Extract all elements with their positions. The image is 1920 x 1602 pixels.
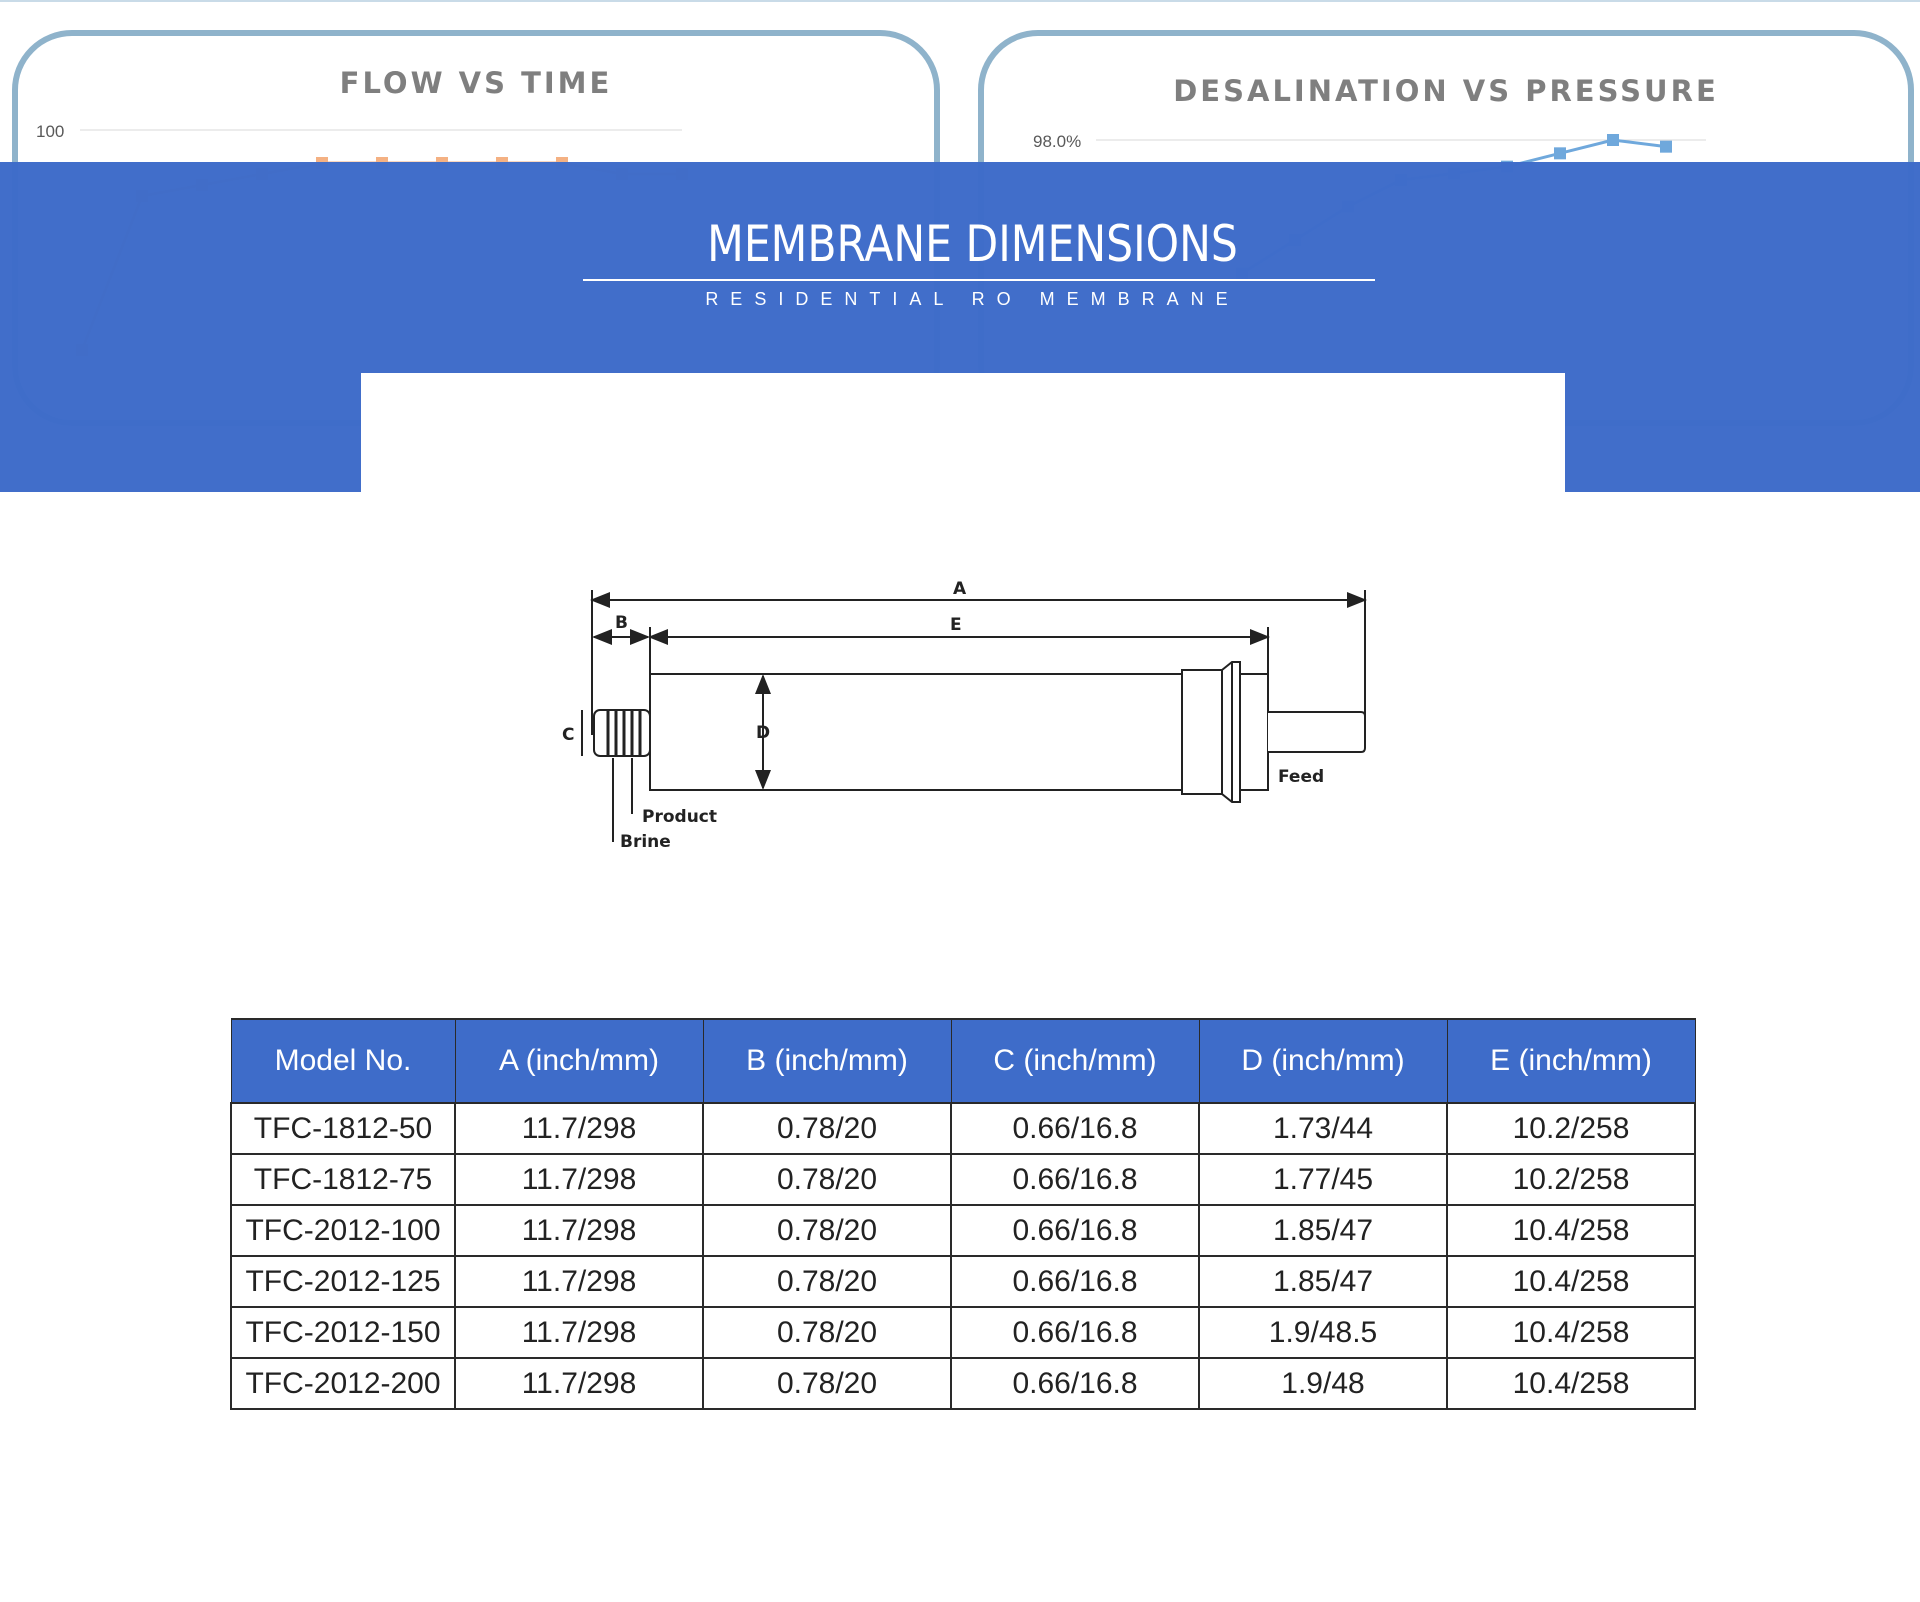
cell-e: 10.2/258 bbox=[1447, 1103, 1695, 1154]
flow-chart-y-top-label: 100 bbox=[36, 122, 65, 141]
header-d: D (inch/mm) bbox=[1199, 1019, 1447, 1103]
banner-underline bbox=[583, 279, 1375, 281]
cell-model: TFC-2012-125 bbox=[231, 1256, 455, 1307]
dimension-c-label: C bbox=[562, 725, 575, 745]
cell-b: 0.78/20 bbox=[703, 1154, 951, 1205]
cell-a: 11.7/298 bbox=[455, 1205, 703, 1256]
table-row bbox=[231, 1205, 1695, 1256]
cell-c: 0.66/16.8 bbox=[951, 1154, 1199, 1205]
cell-c: 0.66/16.8 bbox=[951, 1205, 1199, 1256]
cell-c: 0.66/16.8 bbox=[951, 1103, 1199, 1154]
feed-tube bbox=[1268, 712, 1365, 752]
cell-a: 11.7/298 bbox=[455, 1307, 703, 1358]
cell-model: TFC-2012-100 bbox=[231, 1205, 455, 1256]
dimensions-table bbox=[230, 1018, 1696, 1410]
membrane-body bbox=[650, 674, 1182, 790]
cell-model: TFC-1812-50 bbox=[231, 1103, 455, 1154]
dimension-b-label: B bbox=[615, 613, 628, 633]
header-model-no: Model No. bbox=[231, 1019, 455, 1103]
cell-e: 10.4/258 bbox=[1447, 1307, 1695, 1358]
cell-c: 0.66/16.8 bbox=[951, 1256, 1199, 1307]
membrane-cap-collar bbox=[1240, 674, 1268, 790]
cell-a: 11.7/298 bbox=[455, 1256, 703, 1307]
table-row bbox=[231, 1307, 1695, 1358]
cell-e: 10.4/258 bbox=[1447, 1358, 1695, 1409]
dimension-d-label: D bbox=[756, 723, 771, 743]
cell-e: 10.2/258 bbox=[1447, 1154, 1695, 1205]
cell-b: 0.78/20 bbox=[703, 1256, 951, 1307]
cell-e: 10.4/258 bbox=[1447, 1205, 1695, 1256]
cell-b: 0.78/20 bbox=[703, 1103, 951, 1154]
cell-model: TFC-2012-150 bbox=[231, 1307, 455, 1358]
cell-b: 0.78/20 bbox=[703, 1307, 951, 1358]
cell-c: 0.66/16.8 bbox=[951, 1307, 1199, 1358]
header-c: C (inch/mm) bbox=[951, 1019, 1199, 1103]
product-label: Product bbox=[642, 807, 717, 827]
cell-d: 1.9/48 bbox=[1199, 1358, 1447, 1409]
cell-b: 0.78/20 bbox=[703, 1205, 951, 1256]
cell-b: 0.78/20 bbox=[703, 1358, 951, 1409]
banner-subtitle: RESIDENTIAL RO MEMBRANE bbox=[705, 289, 1240, 309]
dimension-a-label: A bbox=[953, 579, 967, 599]
desal-chart-title: DESALINATION VS PRESSURE bbox=[1173, 74, 1719, 108]
table-row bbox=[231, 1103, 1695, 1154]
cell-model: TFC-2012-200 bbox=[231, 1358, 455, 1409]
cell-a: 11.7/298 bbox=[455, 1154, 703, 1205]
cell-c: 0.66/16.8 bbox=[951, 1358, 1199, 1409]
content-panel bbox=[361, 373, 1565, 602]
cell-d: 1.9/48.5 bbox=[1199, 1307, 1447, 1358]
table-header-row bbox=[231, 1019, 1695, 1103]
table-row bbox=[231, 1358, 1695, 1409]
dimension-e-label: E bbox=[950, 615, 962, 635]
feed-label: Feed bbox=[1278, 767, 1325, 787]
cell-d: 1.85/47 bbox=[1199, 1256, 1447, 1307]
flow-chart-title: FLOW VS TIME bbox=[339, 66, 613, 100]
table-row bbox=[231, 1256, 1695, 1307]
membrane-end-cap bbox=[1182, 670, 1222, 794]
cell-e: 10.4/258 bbox=[1447, 1256, 1695, 1307]
header-e: E (inch/mm) bbox=[1447, 1019, 1695, 1103]
cell-model: TFC-1812-75 bbox=[231, 1154, 455, 1205]
desal-point bbox=[1554, 147, 1566, 159]
header-b: B (inch/mm) bbox=[703, 1019, 951, 1103]
desal-chart-y-top-label: 98.0% bbox=[1033, 132, 1082, 151]
cell-d: 1.85/47 bbox=[1199, 1205, 1447, 1256]
header-a: A (inch/mm) bbox=[455, 1019, 703, 1103]
cell-d: 1.77/45 bbox=[1199, 1154, 1447, 1205]
product-tube bbox=[594, 710, 650, 756]
top-divider bbox=[0, 0, 1920, 2]
cell-d: 1.73/44 bbox=[1199, 1103, 1447, 1154]
membrane-diagram bbox=[540, 570, 1400, 870]
table-row bbox=[231, 1154, 1695, 1205]
desal-point bbox=[1607, 134, 1619, 146]
brine-label: Brine bbox=[620, 832, 671, 852]
banner-title: MEMBRANE DIMENSIONS bbox=[707, 215, 1238, 273]
cell-a: 11.7/298 bbox=[455, 1358, 703, 1409]
desal-point bbox=[1660, 141, 1672, 153]
cell-a: 11.7/298 bbox=[455, 1103, 703, 1154]
